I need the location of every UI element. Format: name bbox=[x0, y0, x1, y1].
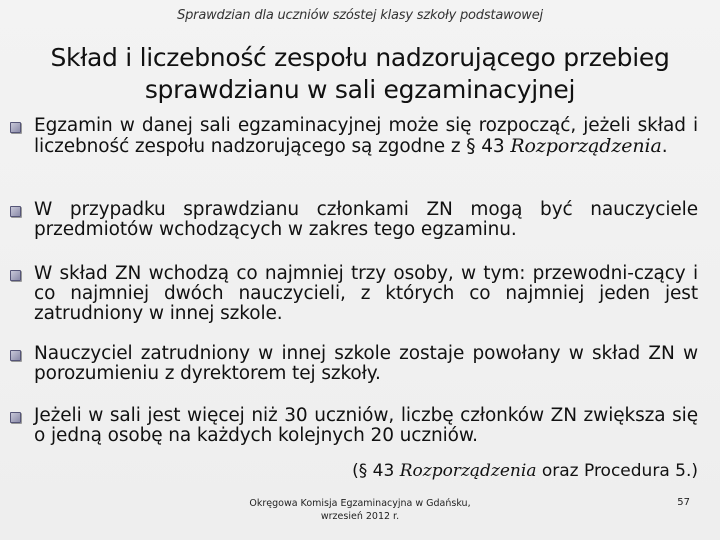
reference-open: (§ 43 bbox=[352, 461, 400, 481]
bullet-square-icon bbox=[10, 206, 21, 217]
footer-line-1: Okręgowa Komisja Egzaminacyjna w Gdańsku, bbox=[249, 498, 471, 509]
bullet-text: W przypadku sprawdzianu członkami ZN mogą być nauczyciele przedmiotów wchodzących w zakres tego egzaminu. bbox=[34, 199, 698, 240]
bullet-square-icon bbox=[10, 270, 21, 281]
bullet-text: Jeżeli w sali jest więcej niż 30 uczniów, liczbę członków ZN zwiększa się o jedną osobę na każdych kolejnych 20 uczniów. bbox=[34, 405, 698, 446]
bullet-square-icon bbox=[10, 412, 21, 423]
footer-organization bbox=[230, 497, 490, 523]
slide-header: Sprawdzian dla uczniów szóstej klasy szkoły podstawowej bbox=[177, 8, 543, 23]
legal-reference bbox=[352, 461, 698, 481]
reference-close: oraz Procedura 5.) bbox=[536, 461, 698, 481]
title-line-2: sprawdzianu w sali egzaminacyjnej bbox=[144, 75, 576, 104]
bullet-text-end: . bbox=[661, 136, 668, 157]
bullet-text-main: Egzamin w danej sali egzaminacyjnej może się rozpocząć, jeżeli skład i liczebność zespołu nadzorującego są zgodne z § 43 bbox=[34, 115, 698, 157]
bullet-square-icon bbox=[10, 122, 21, 133]
bullet-text: W skład ZN wchodzą co najmniej trzy osoby, w tym: przewodni-czący i co najmniej dwóch nauczycieli, z których co najmniej jeden jest zatrudniony w innej szkole. bbox=[34, 263, 698, 324]
bullet-square-icon bbox=[10, 350, 21, 361]
page-number: 57 bbox=[677, 497, 690, 508]
reference-italic: Rozporządzenia bbox=[399, 461, 537, 481]
title-line-1: Skład i liczebność zespołu nadzorującego przebieg bbox=[50, 43, 670, 72]
footer-line-2: wrzesień 2012 r. bbox=[320, 511, 400, 522]
bullet-text-italic: Rozporządzenia bbox=[510, 135, 662, 157]
bullet-text: Nauczyciel zatrudniony w innej szkole zostaje powołany w skład ZN w porozumieniu z dyrektorem tej szkoły. bbox=[34, 343, 698, 384]
slide-title bbox=[20, 42, 700, 106]
bullet-text bbox=[34, 116, 698, 157]
